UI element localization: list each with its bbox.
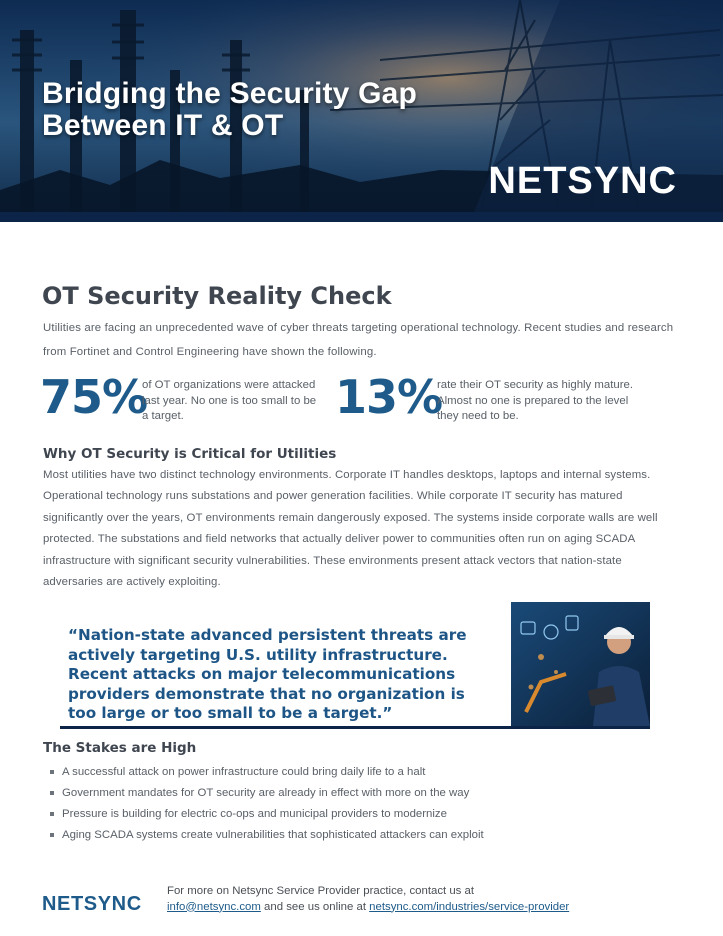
- list-item: [48, 762, 484, 783]
- stat-description: rate their OT security as highly mature. Almost no one is prepared to the level they need to be.: [437, 379, 634, 422]
- stakes-list: [48, 762, 484, 846]
- bullet-icon: [50, 791, 54, 795]
- website-link[interactable]: netsync.com/industries/service-provider: [369, 900, 570, 913]
- stat-description: of OT organizations were attacked last year. No one is too small to be a target.: [142, 379, 317, 422]
- engineer-image: [511, 602, 650, 726]
- list-item-text: Government mandates for OT security are already in effect with more on the way: [62, 787, 470, 799]
- list-item: [48, 783, 484, 804]
- hero-title: [42, 78, 417, 142]
- list-item: [48, 825, 484, 846]
- list-item: [48, 804, 484, 825]
- pull-quote: [60, 618, 650, 729]
- stat-value: 75%: [40, 370, 148, 424]
- bullet-icon: [50, 770, 54, 774]
- quote-text: “Nation-state advanced persistent threats are actively targeting U.S. utility infrastructure. Recent attacks on major telecommunications providers demonstrate that no organization is too large or too small to be a target.”: [68, 626, 467, 722]
- footer-middle-text: and see us online at: [260, 900, 370, 913]
- hero-bottom-band: [0, 212, 723, 222]
- hero-banner: [0, 0, 723, 222]
- email-link[interactable]: info@netsync.com: [167, 900, 261, 913]
- intro-paragraph: Utilities are facing an unprecedented wave of cyber threats targeting operational technology. Recent studies and research from Fortinet and Control Engineering have shown the following.: [43, 322, 674, 358]
- why-heading: Why OT Security is Critical for Utilities: [43, 446, 337, 462]
- stakes-heading: The Stakes are High: [43, 740, 197, 756]
- footer-contact: [167, 884, 569, 915]
- bullet-icon: [50, 833, 54, 837]
- stat-value: 13%: [335, 370, 443, 424]
- list-item-text: Aging SCADA systems create vulnerabilities that sophisticated attackers can exploit: [62, 829, 484, 841]
- why-paragraph: Most utilities have two distinct technology environments. Corporate IT handles desktops, laptops and internal systems. Operational technology runs substations and power generation facilities. While corporate IT security has matured significantly over the years, OT environments remain dangerously exposed. The systems inside corporate walls are well protected. The substations and field networks that actually deliver power to communities often run on aging SCADA infrastructure with significant security vulnerabilities. These environments present attack vectors that nation-state adversaries are actively exploiting.: [43, 469, 658, 589]
- list-item-text: A successful attack on power infrastructure could bring daily life to a halt: [62, 766, 426, 778]
- footer-logo: NETSYNC: [42, 893, 142, 915]
- list-item-text: Pressure is building for electric co-ops and municipal providers to modernize: [62, 808, 447, 820]
- engineer-photo: [511, 602, 650, 726]
- section-title: OT Security Reality Check: [42, 282, 392, 310]
- netsync-logo: NETSYNC: [488, 160, 677, 202]
- hero-title-line1: Bridging the Security Gap: [42, 77, 418, 110]
- footer-line1: For more on Netsync Service Provider practice, contact us at: [167, 885, 475, 897]
- bullet-icon: [50, 812, 54, 816]
- hero-title-line2: Between IT & OT: [42, 109, 284, 142]
